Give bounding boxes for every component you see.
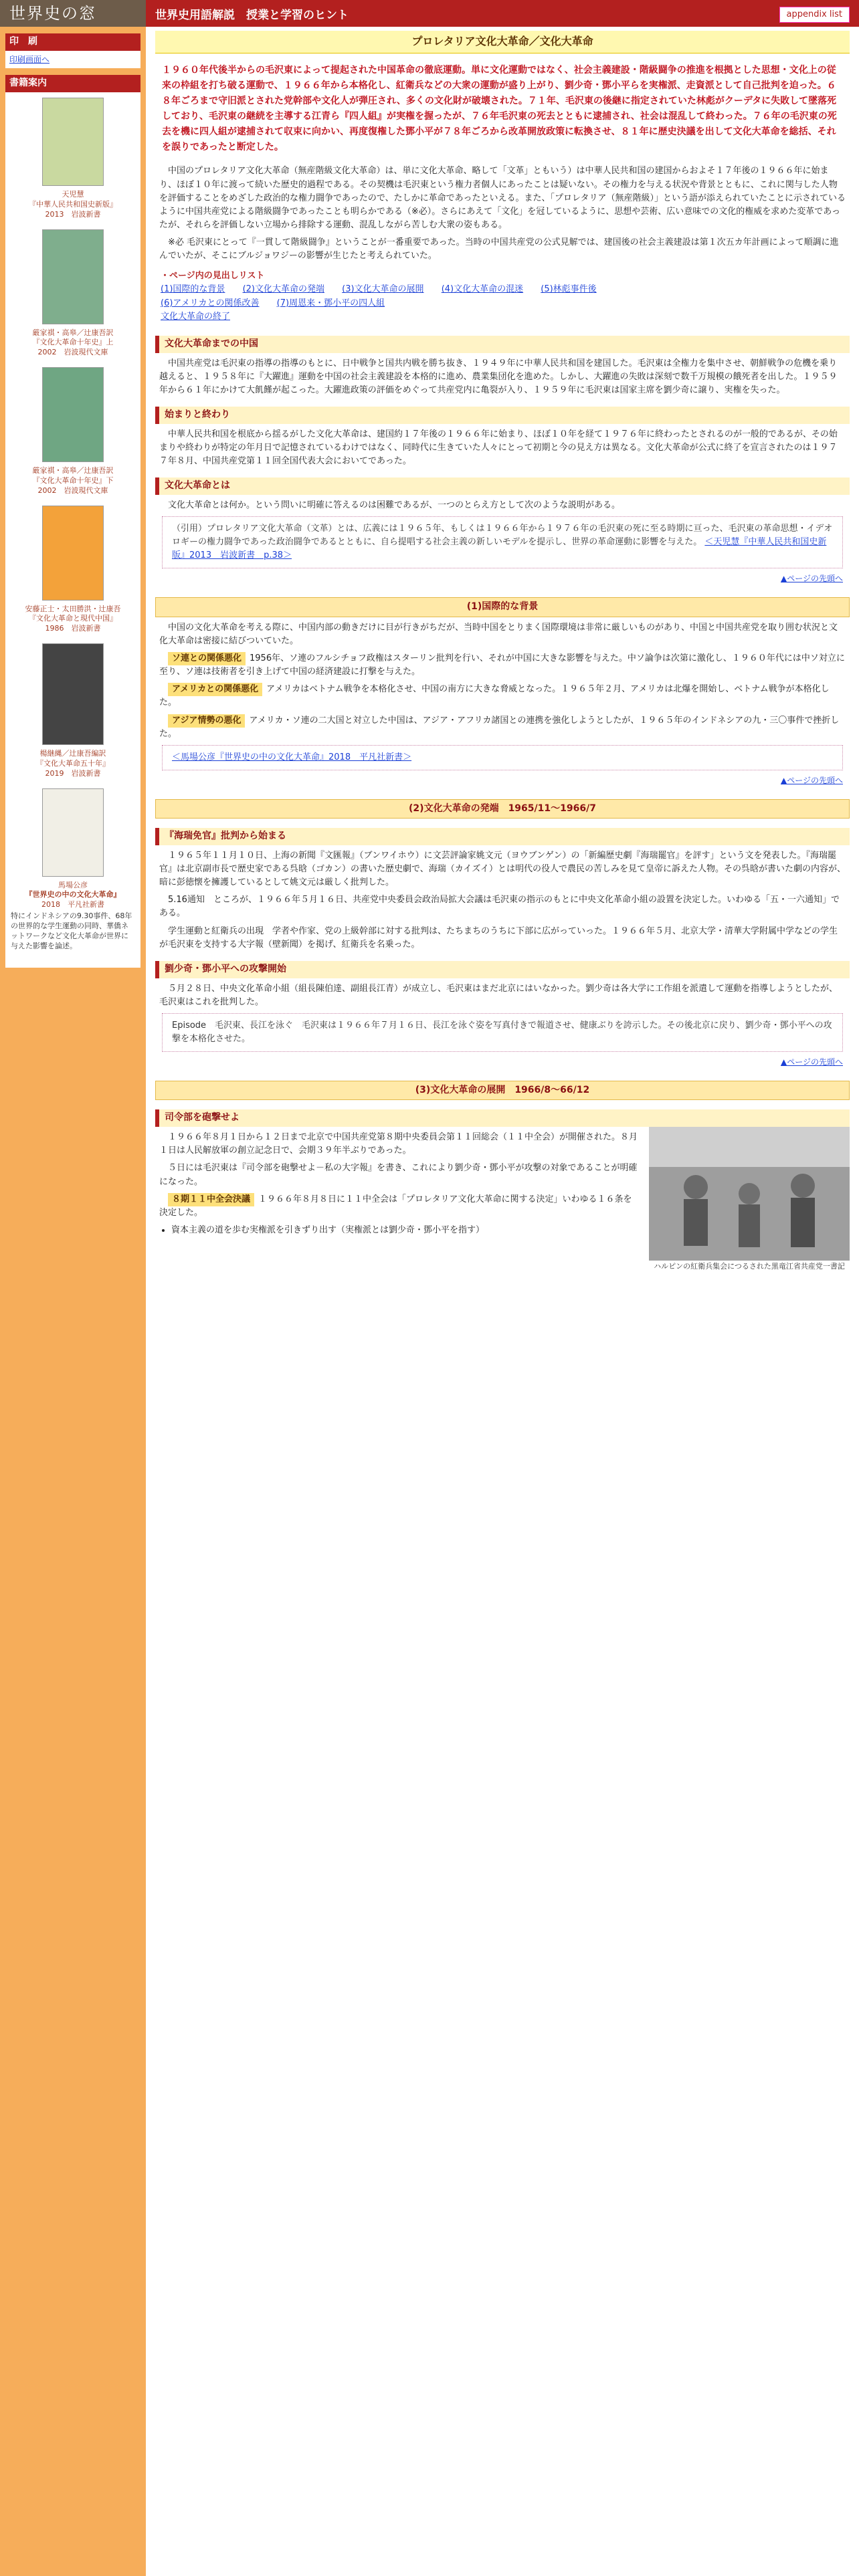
quote-block xyxy=(162,745,843,770)
book-year: 2002 岩波現代文庫 xyxy=(37,348,108,357)
header-title: 世界史用語解説 授業と学習のヒント xyxy=(155,9,349,22)
main-content xyxy=(155,31,850,1277)
red-guard-rally-photo xyxy=(649,1127,850,1261)
book-year: 2019 岩波新書 xyxy=(45,768,101,778)
book-author: 楊継縄／辻康吾編訳 xyxy=(39,749,106,758)
section-paragraph: ８期１１中全会決議 １９６６年８月８日に１１中全会は「プロレタリア文化大革命に関する決定」いわゆる１６条を決定した。 xyxy=(159,1194,632,1218)
chapter-heading: (3)文化大革命の展開 1966/8〜66/12 xyxy=(155,1081,850,1101)
section-paragraph: 学生運動と紅衛兵の出現 学者や作家、党の上級幹部に対する批判は、たちまちのうちに下部に広がっていった。１９６６年５月、北京大学・清華大学附属中学などの学生が毛沢東を支持する大字報（壁新聞）を掲げ、紅衛兵を名乗った。 xyxy=(159,926,838,950)
book-title: 『文化大革命十年史』下 xyxy=(32,475,114,485)
site-logo[interactable]: 世界史の窓 xyxy=(0,0,146,27)
list-item: • 資本主義の道を歩む実権派を引きずり出す（実権派とは劉少奇・鄧小平を指す） xyxy=(171,1224,850,1237)
print-heading: 印 刷 xyxy=(5,33,140,51)
book-cover xyxy=(42,98,104,186)
section-paragraph: ５日には毛沢東は『司令部を砲撃せよ－私の大字報』を書き、これにより劉少奇・鄧小平が攻撃の対象であることが明確になった。 xyxy=(159,1163,638,1187)
back-to-top-link[interactable]: ▲ページの先頭へ xyxy=(781,1057,843,1067)
nav-link[interactable]: (7)周恩来・鄧小平の四人組 xyxy=(276,298,385,308)
intro-note: ※必 毛沢東にとって『一貫して階級闘争』ということが一番重要であった。当時の中国共産党の公式見解では、建国後の社会主義建設は第１次五カ年計画によって順調に進んでいたが、そこにブルジョワジーの影響が生じたと考えられていた。 xyxy=(159,237,839,261)
quote-text: （引用）プロレタリア文化大革命（文革）とは、広義には１９６５年、もしくは１９６６年から１９７６年の毛沢東の死に至る時期に亘った、毛沢東の革命思想・イデオロギーの権力闘争であった政治闘争であるとともに、自ら提唱する社会主義の新しいモデルを提示し、世界の革命運動に影響を与えた。 xyxy=(172,523,833,548)
book-year: 2002 岩波現代文庫 xyxy=(37,486,108,495)
chapter-heading: (1)国際的な背景 xyxy=(155,597,850,617)
section-heading: 劉少奇・鄧小平への攻撃開始 xyxy=(155,961,850,978)
book-cover xyxy=(42,367,104,462)
book-year: 2013 岩波新書 xyxy=(45,209,101,219)
quote-source[interactable]: ＜天児慧『中華人民共和国史新版』2013 岩波新書 p.38＞ xyxy=(172,537,827,561)
back-to-top-link[interactable]: ▲ページの先頭へ xyxy=(781,574,843,584)
sidebar xyxy=(0,0,146,2576)
print-section xyxy=(5,33,140,68)
page-title: プロレタリア文化大革命／文化大革命 xyxy=(155,31,850,53)
section-paragraph: 中国共産党は毛沢東の指導の指導のもとに、日中戦争と国共内戦を勝ち抜き、１９４９年に中華人民共和国を建国した。毛沢東は全権力を集中させ、朝鮮戦争の危機を乗り越えると、１９５８年に『大躍進』運動を中国の社会主義建設を本格的に進め、農業集団化を進めた。しかし、大躍進の失敗は深刻で数千万規模の餓死者を出した。１９５９年から６１年にかけて大飢饉が起こった。大躍進政策の評価をめぐって共産党内に亀裂が入り、１９５９年に毛沢東は国家主席を劉少奇に譲り、実権を失った。 xyxy=(159,358,838,395)
book-title: 『中華人民共和国史新版』 xyxy=(29,199,117,209)
section-paragraph: 中国の文化大革命を考える際に、中国内部の動きだけに目が行きがちだが、当時中国をとりまく国際環境は非常に厳しいものがあり、中国と中国共産党を取り囲む状況と文化大革命は密接に結びついていた。 xyxy=(159,622,838,646)
section-heading: 文化大革命とは xyxy=(155,477,850,495)
section-paragraph: アメリカとの関係悪化 アメリカはベトナム戦争を本格化させ、中国の南方に大きな脅威となった。１９６５年２月、アメリカは北爆を開始し、ベトナム戦争が本格化した。 xyxy=(159,684,830,708)
nav-link[interactable]: (1)国際的な背景 xyxy=(161,284,225,295)
episode-block: Episode 毛沢東、長江を泳ぐ 毛沢東は１９６６年７月１６日、長江を泳ぐ姿を写真付きで報道させ、健康ぶりを誇示した。その後北京に戻り、劉少奇・鄧小平への攻撃を本格化させた。 xyxy=(162,1013,843,1052)
book-author: 厳家祺・高皋／辻康吾訳 xyxy=(32,466,114,475)
nav-link[interactable]: (2)文化大革命の発端 xyxy=(242,284,324,295)
appendix-button[interactable]: appendix list xyxy=(779,7,850,23)
section-paragraph: １９６６年８月１日から１２日まで北京で中国共産党第８期中央委員会第１１回総会（１１中全会）が開催された。８月１日は人民解放軍の創立記念日で、会期３９年半ぶりであった。 xyxy=(159,1132,638,1156)
book-item[interactable] xyxy=(5,643,140,779)
section-paragraph: １９６５年１１月１０日、上海の新聞『文匯報』（ブンワイホウ）に文芸評論家姚文元（ヨウブンゲン）の「新編歴史劇『海瑞罷官』を評す」という文を発表した。『海瑞罷官』は北京副市長で歴史家である呉晗（ゴカン）の書いた歴史劇で、海瑞（カイズイ）とは明代の役人で農民の苦しみを見て皇帝に訴えた人物。その呉晗が書いた劇の内容が、暗に彭徳懐を擁護しているとして姚文元は厳しく批判した。 xyxy=(159,850,846,888)
book-title: 『文化大革命十年史』上 xyxy=(32,338,114,347)
books-section xyxy=(5,75,140,967)
topic-tag: ８期１１中全会決議 xyxy=(168,1193,254,1206)
books-heading: 書籍案内 xyxy=(5,75,140,92)
nav-title: ・ページ内の見出しリスト xyxy=(161,271,265,282)
book-year: 2018 平凡社新書 xyxy=(41,900,104,909)
book-title: 『世界史の中の文化大革命』 xyxy=(25,890,121,899)
section-heading: 始まりと終わり xyxy=(155,407,850,424)
book-cover xyxy=(42,788,104,877)
photo-figure xyxy=(649,1127,850,1272)
photo-caption: ハルピンの紅衛兵集会につるされた黒竜江省共産党一書記 xyxy=(654,1262,845,1271)
nav-link[interactable]: (5)林彪事件後 xyxy=(541,284,597,295)
book-list xyxy=(5,92,140,968)
book-title: 『文化大革命と現代中国』 xyxy=(29,614,117,623)
photo-placeholder xyxy=(649,1127,850,1261)
book-note: 特にインドネシアの9.30事件、68年の世界的な学生運動の同時、華僑ネットワークなど文化大革命が世界に与えた影響を論述。 xyxy=(11,911,132,950)
nav-link[interactable]: (6)アメリカとの関係改善 xyxy=(161,298,260,308)
book-item[interactable] xyxy=(5,98,140,220)
book-cover xyxy=(42,643,104,745)
topic-tag: ソ連との関係悪化 xyxy=(168,652,246,665)
book-item[interactable] xyxy=(5,506,140,635)
intro-paragraph: 中国のプロレタリア文化大革命（無産階級文化大革命）は、単に文化大革命、略して「文革」ともいう）は中華人民共和国の建国からおよそ１７年後の１９６６年に始まり、ほぼ１０年に渡って続いた歴史的過程である。その契機は毛沢東という権力者個人にあったことは疑いない。その権力を与える状況や背景とともに、これに関与した人物を評価することをめざした政治的な権力闘争であったので、たしかに革命であったといえる。また、「プロレタリア（無産階級）」という語が添えられていたことに示されているように中国共産党による階級闘争であったことも明らかである（※必）。さらにあえて「文化」を冠しているように、思想や芸術、広い意味での文化的権威を求めた変革であったが、それらを評価しない立場から排除する運動、混乱しながら苦しむ大衆の姿もある。 xyxy=(159,166,846,230)
lead-summary: １９６０年代後半からの毛沢東によって提起された中国革命の徹底運動。単に文化運動ではなく、社会主義建設・階級闘争の推進を根拠とした思想・文化上の従来の枠組を打ち破る運動で、１９６６年から本格化し、紅衛兵などの大衆の運動が盛り上がり、劉少奇・鄧小平らを実権派、走資派として自己批判を迫った。６８年ごろまで守旧派とされた党幹部や文化人が弾圧され、多くの文化財が破壊された。７１年、毛沢東の後継に指定されていた林彪がクーデタに失敗して墜落死しており、毛沢東の継続を主導する江青ら『四人組』が実権を握ったが、７６年毛沢東の死去とともに逮捕され、社会は混乱して終わった。７６年の毛沢東の死去を機に四人組が逮捕されて収束に向かい、再度復権した鄧小平が７８年ごろから改革開放政策に転換させ、８１年に歴史決議を出して文化大革命を総括、それを誤りであったと断定した。 xyxy=(162,64,837,153)
section-heading: 司令部を砲撃せよ xyxy=(155,1109,850,1127)
nav-link[interactable]: 文化大革命の終了 xyxy=(161,311,231,322)
book-author: 安藤正士・太田勝洪・辻康吾 xyxy=(25,604,121,613)
book-author: 天児慧 xyxy=(62,189,84,199)
book-item[interactable] xyxy=(5,367,140,496)
nav-link[interactable]: (4)文化大革命の混迷 xyxy=(441,284,524,295)
section-nav xyxy=(155,267,850,326)
print-link[interactable]: 印刷画面へ xyxy=(9,54,50,64)
book-author: 馬場公彦 xyxy=(58,880,88,889)
nav-link[interactable]: (3)文化大革命の展開 xyxy=(342,284,424,295)
book-cover xyxy=(42,506,104,601)
back-to-top-link[interactable]: ▲ページの先頭へ xyxy=(781,775,843,785)
section-heading: 文化大革命までの中国 xyxy=(155,336,850,353)
book-author: 厳家祺・高皋／辻康吾訳 xyxy=(32,328,114,337)
page-header xyxy=(146,0,859,27)
book-cover xyxy=(42,229,104,324)
quote-source[interactable]: ＜馬場公彦『世界史の中の文化大革命』2018 平凡社新書＞ xyxy=(172,752,412,762)
book-year: 1986 岩波新書 xyxy=(45,624,101,633)
section-paragraph: 5.16通知 ところが、１９６６年５月１６日、共産党中央委員会政治局拡大会議は毛沢東の指示のもとに中央文化革命小組の設置を決定した。いわゆる「五・一六通知」である。 xyxy=(159,895,840,919)
quote-block xyxy=(162,516,843,568)
section-paragraph: アジア情勢の悪化 アメリカ・ソ連の二大国と対立した中国は、アジア・アフリカ諸国との連携を強化しようとしたが、１９６５年のインドネシアの九・三〇事件で挫折した。 xyxy=(159,715,840,739)
book-item[interactable] xyxy=(5,788,140,953)
book-item[interactable] xyxy=(5,229,140,358)
section-paragraph: 中華人民共和国を根底から揺るがした文化大革命は、建国約１７年後の１９６６年に始まり、ほぼ１０年を経て１９７６年に終わったとされるのが一般的であるが、その始まりや終わりが特定の年月日で記憶されているわけではなく、同時代に生きていた人々にとって初期と今の見え方は異なる。文化大革命が公式に終了を宣言されたのは１９７７年８月、中国共産党第１１回全国代表大会においてであった。 xyxy=(159,429,838,466)
section-paragraph: ソ連との関係悪化 1956年、ソ連のフルシチョフ政権はスターリン批判を行い、それが中国に大きな影響を与えた。中ソ論争は次第に激化し、１９６０年代には中ソ対立に至り、ソ連は技術者を引き上げて中国の経済建設に打撃を与えた。 xyxy=(159,653,845,677)
topic-tag: アメリカとの関係悪化 xyxy=(168,683,262,696)
section-heading: 『海瑞免官』批判から始まる xyxy=(155,828,850,845)
section-paragraph: ５月２８日、中央文化革命小組（組長陳伯達、副組長江青）が成立し、毛沢東はまだ北京にはいなかった。劉少奇は各大学に工作組を派遣して運動を指導しようとしたが、毛沢東はこれを批判した。 xyxy=(159,983,838,1007)
topic-tag: アジア情勢の悪化 xyxy=(168,714,245,728)
section-paragraph: 文化大革命とは何か。という問いに明確に答えるのは困難であるが、一つのとらえ方として次のような説明がある。 xyxy=(168,500,621,510)
book-title: 『文化大革命五十年』 xyxy=(36,758,110,768)
chapter-heading: (2)文化大革命の発端 1965/11〜1966/7 xyxy=(155,799,850,819)
